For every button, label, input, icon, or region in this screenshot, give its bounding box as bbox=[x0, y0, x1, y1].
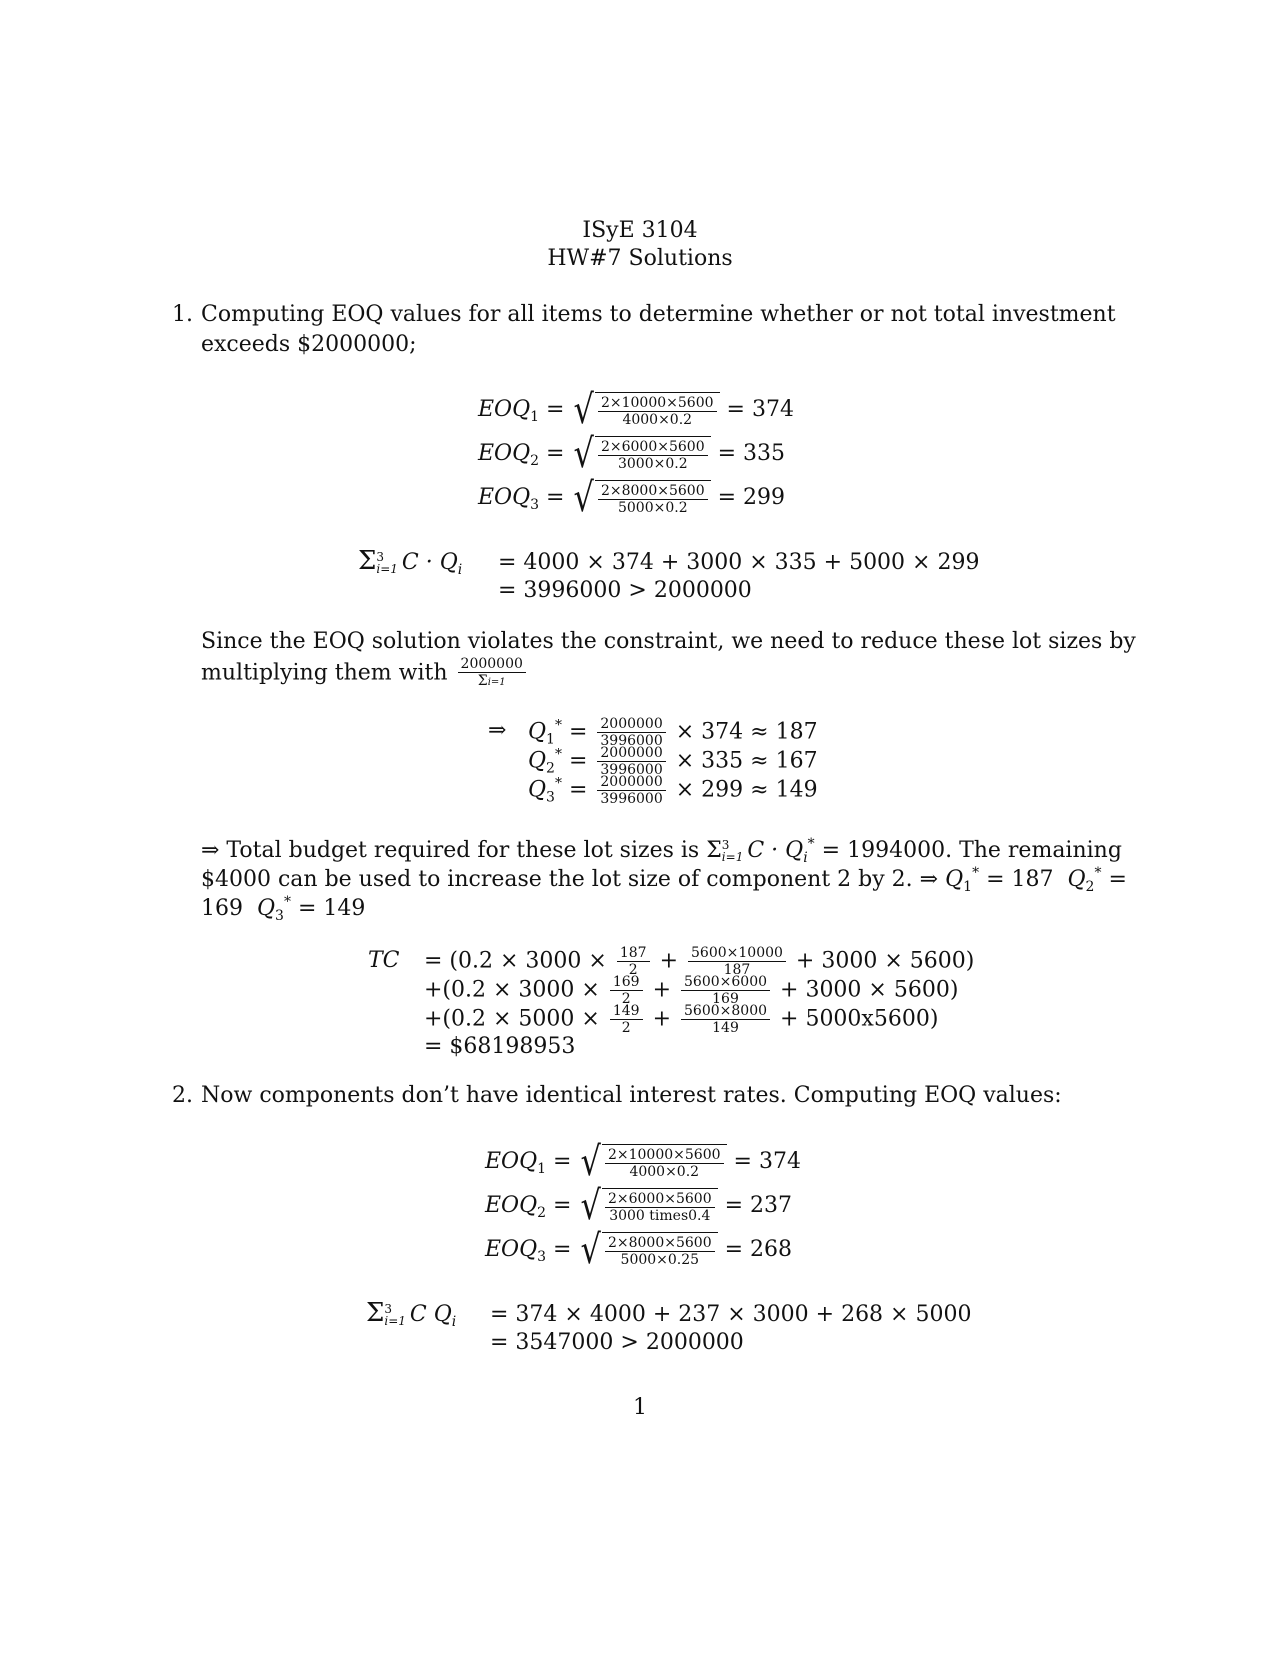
tc-post: + 3000 × 5600) bbox=[780, 977, 959, 1003]
sqrt: √ $\frac{2\times 8000\times 5600}{5000\times 0.25}$ bbox=[578, 1230, 717, 1270]
sqrt: √ $\frac{2\times 6000\times 5600}{\text{3000 times0.4}}$ bbox=[578, 1186, 717, 1226]
frac-num: 5600×8000 bbox=[681, 1003, 770, 1020]
sqrt: √ $\frac{2\times 10000\times 5600}{4000\times 0.2}$ bbox=[578, 1142, 726, 1182]
tc-label: TC bbox=[368, 948, 400, 973]
sum-limits: 3 i=1 bbox=[721, 838, 744, 864]
budget-line1: ⇒ Total budget required for these lot sizes is Σ 3 i=1 $C \cdot Q_i^* = 1994000$. The remaining bbox=[201, 836, 1122, 866]
eoq-result: = 268 bbox=[724, 1237, 793, 1262]
problem1-number: 1. bbox=[172, 302, 193, 327]
p2-sum-lhs: Σ 3 i=1 C $Q_i$ bbox=[366, 1298, 457, 1330]
eoq-label: EOQ bbox=[485, 1237, 538, 1262]
frac-num: 2000000 bbox=[597, 716, 665, 733]
frac-num: 2×8000×5600 bbox=[598, 483, 708, 500]
tc-plus: + bbox=[659, 948, 679, 974]
since-text: multiplying them with bbox=[201, 660, 448, 686]
frac-num: 2×8000×5600 bbox=[605, 1235, 715, 1252]
budget-text: ⇒ Total budget required for these lot sizes is bbox=[201, 838, 700, 863]
problem2-intro: Now components don’t have identical interest rates. Computing EOQ values: bbox=[201, 1083, 1062, 1108]
sigma-icon: Σ bbox=[706, 838, 722, 863]
p2-eoq3-row: $EOQ_3$ = √ $\frac{2\times 8000\times 5600}{5000\times 0.25}$ = 268 bbox=[485, 1227, 793, 1273]
budget-line2: $4000 can be used to increase the lot size of component 2 by 2. ⇒ $Q_1^* = 187$ $Q_2^*$ = bbox=[201, 865, 1127, 895]
p2-eoq2-row: $EOQ_2$ = √ $\frac{2\times 6000\times 5600}{\text{3000 times0.4}}$ = 237 bbox=[485, 1183, 793, 1229]
tc-plus: + bbox=[652, 977, 672, 1003]
eoq-sub: 2 bbox=[530, 453, 540, 469]
sigma-icon: Σ bbox=[358, 546, 377, 576]
frac-den: 149 bbox=[712, 1020, 739, 1036]
frac-den: 169 bbox=[712, 991, 739, 1007]
q-sub: 3 bbox=[546, 789, 555, 806]
reduced-arrow: ⇒ bbox=[488, 718, 507, 743]
eoq2-row: $EOQ_2$ = √ $\frac{2\times 6000\times 5600}{3000\times 0.2}$ = 335 bbox=[478, 431, 786, 477]
page-number: 1 bbox=[633, 1395, 647, 1420]
frac-num: 2000000 bbox=[458, 656, 526, 673]
tc-plus: + bbox=[652, 1006, 672, 1032]
document-title: HW#7 Solutions bbox=[547, 246, 733, 271]
q-result: × 299 ≈ 149 bbox=[675, 777, 818, 803]
eoq-sub: 2 bbox=[537, 1205, 547, 1221]
q-result: × 335 ≈ 167 bbox=[675, 748, 818, 774]
sum-limits: 3 i=1 bbox=[376, 550, 398, 576]
frac-den: 187 bbox=[723, 962, 751, 978]
frac-num: 2×10000×5600 bbox=[605, 1147, 724, 1164]
tc-pre: = (0.2 × 3000 × bbox=[424, 948, 607, 974]
tc-post: + 3000 × 5600) bbox=[795, 948, 975, 974]
eoq-label: EOQ bbox=[485, 1149, 538, 1174]
q-result: × 374 ≈ 187 bbox=[675, 719, 818, 745]
frac-num: 2×6000×5600 bbox=[598, 439, 708, 456]
budget-text: 169 bbox=[201, 896, 243, 921]
frac-num: 187 bbox=[617, 945, 650, 962]
q-label: Q bbox=[528, 748, 547, 774]
sum-term: C · Q bbox=[401, 550, 458, 575]
sqrt: √ $\frac{2\times 6000\times 5600}{3000\times 0.2}$ bbox=[571, 434, 710, 474]
frac-num: 5600×10000 bbox=[688, 945, 786, 962]
frac-num: 149 bbox=[610, 1003, 643, 1020]
frac-den: Σi=1 bbox=[477, 673, 506, 689]
tc-pre: +(0.2 × 3000 × bbox=[424, 977, 600, 1003]
tc-total: = $68198953 bbox=[424, 1034, 576, 1059]
problem2-number: 2. bbox=[172, 1083, 193, 1108]
eoq-label: EOQ bbox=[478, 441, 531, 466]
eoq-sub: 1 bbox=[530, 409, 540, 425]
frac-num: 2×10000×5600 bbox=[598, 395, 717, 412]
reduced-q3-row: $Q_3^*$ = $\frac{2000000}{3996000}$ × 299 ≈ 149 bbox=[528, 774, 818, 807]
frac-den: 2 bbox=[621, 1020, 631, 1036]
q-label: Q bbox=[528, 777, 547, 803]
eoq-sub: 3 bbox=[537, 1249, 547, 1265]
problem1-intro-line2: exceeds $2000000; bbox=[201, 332, 417, 357]
frac-den: 3996000 bbox=[600, 762, 663, 778]
budget-q3: = 149 bbox=[297, 896, 366, 921]
frac-num: 2000000 bbox=[597, 745, 665, 762]
p2-sum-line1: = 374 × 4000 + 237 × 3000 + 268 × 5000 bbox=[490, 1302, 972, 1327]
eoq-result: = 374 bbox=[726, 397, 794, 422]
tc-pre: +(0.2 × 5000 × bbox=[424, 1006, 600, 1032]
sqrt: √ $\frac{2\times 8000\times 5600}{5000\times 0.2}$ bbox=[571, 478, 710, 518]
p2-sum-line2: = 3547000 > 2000000 bbox=[490, 1330, 744, 1355]
tc-post: + 5000x5600) bbox=[780, 1006, 939, 1032]
eoq-label: EOQ bbox=[485, 1193, 538, 1218]
reduced-q1-row: $Q_1^*$ = $\frac{2000000}{3996000}$ × 374 ≈ 187 bbox=[528, 716, 818, 749]
sum-lhs: Σ 3 i=1 $C \cdot Q_i$ bbox=[358, 546, 463, 578]
since-line2 bbox=[201, 656, 529, 691]
reduced-q2-row: $Q_2^*$ = $\frac{2000000}{3996000}$ × 335 ≈ 167 bbox=[528, 745, 818, 778]
eoq-sub: 3 bbox=[530, 497, 540, 513]
frac-den: 3996000 bbox=[600, 791, 663, 807]
frac-den: 3000 times0.4 bbox=[609, 1208, 711, 1224]
p2-eoq1-row: $EOQ_1$ = √ $\frac{2\times 10000\times 5600}{4000\times 0.2}$ = 374 bbox=[485, 1139, 801, 1185]
problem1-intro-line1: Computing EOQ values for all items to determine whether or not total investment bbox=[201, 302, 1116, 327]
eoq-result: = 335 bbox=[717, 441, 786, 466]
eoq3-row: $EOQ_3$ = √ $\frac{2\times 8000\times 5600}{5000\times 0.2}$ = 299 bbox=[478, 475, 786, 521]
budget-q1: = 187 bbox=[986, 867, 1054, 892]
q-label: Q bbox=[528, 719, 547, 745]
course-code: ISyE 3104 bbox=[582, 218, 698, 243]
eoq-sub: 1 bbox=[537, 1161, 547, 1177]
budget-line3: 169 $Q_3^* = 149$ bbox=[201, 894, 366, 924]
frac-num: 2×6000×5600 bbox=[605, 1191, 715, 1208]
budget-text: $4000 can be used to increase the lot size of component 2 by 2. ⇒ bbox=[201, 867, 939, 892]
eoq-label: EOQ bbox=[478, 397, 531, 422]
eoq-label: EOQ bbox=[478, 485, 531, 510]
frac-den: 3000×0.2 bbox=[617, 456, 688, 472]
sum-limits: 3 i=1 bbox=[384, 1302, 406, 1328]
q-sub: 1 bbox=[546, 731, 555, 748]
sigma-icon: Σ bbox=[366, 1298, 385, 1328]
eoq-result: = 374 bbox=[733, 1149, 801, 1174]
eoq-result: = 237 bbox=[724, 1193, 793, 1218]
sqrt: √ $\frac{2\times 10000\times 5600}{4000\times 0.2}$ bbox=[571, 390, 719, 430]
frac-den: 5000×0.2 bbox=[617, 500, 688, 516]
tc-row-3 bbox=[424, 1003, 938, 1036]
frac-den: 2 bbox=[628, 962, 638, 978]
frac-den: 3996000 bbox=[600, 733, 663, 749]
budget-term: C · Q bbox=[747, 838, 804, 863]
frac-num: 169 bbox=[610, 974, 643, 991]
sum-line2: = 3996000 > 2000000 bbox=[498, 578, 752, 603]
frac-num: 5600×6000 bbox=[681, 974, 770, 991]
eoq1-row: $EOQ_1$ = √ $\frac{2\times 10000\times 5600}{4000\times 0.2}$ = 374 bbox=[478, 387, 794, 433]
budget-q2: = bbox=[1108, 867, 1127, 892]
q-sub: 2 bbox=[546, 760, 555, 777]
multiplier-fraction bbox=[458, 656, 526, 691]
frac-den: 4000×0.2 bbox=[629, 1164, 700, 1180]
eoq-result: = 299 bbox=[717, 485, 786, 510]
sum-line1: = 4000 × 374 + 3000 × 335 + 5000 × 299 bbox=[498, 550, 980, 575]
frac-num: 2000000 bbox=[597, 774, 665, 791]
sum-term: C Q bbox=[409, 1302, 452, 1327]
frac-den: 5000×0.25 bbox=[620, 1252, 700, 1268]
frac-den: 4000×0.2 bbox=[622, 412, 693, 428]
frac-den: 2 bbox=[621, 991, 631, 1007]
since-line1: Since the EOQ solution violates the constraint, we need to reduce these lot sizes by bbox=[201, 629, 1136, 654]
budget-result: = 1994000. The remaining bbox=[821, 838, 1122, 863]
